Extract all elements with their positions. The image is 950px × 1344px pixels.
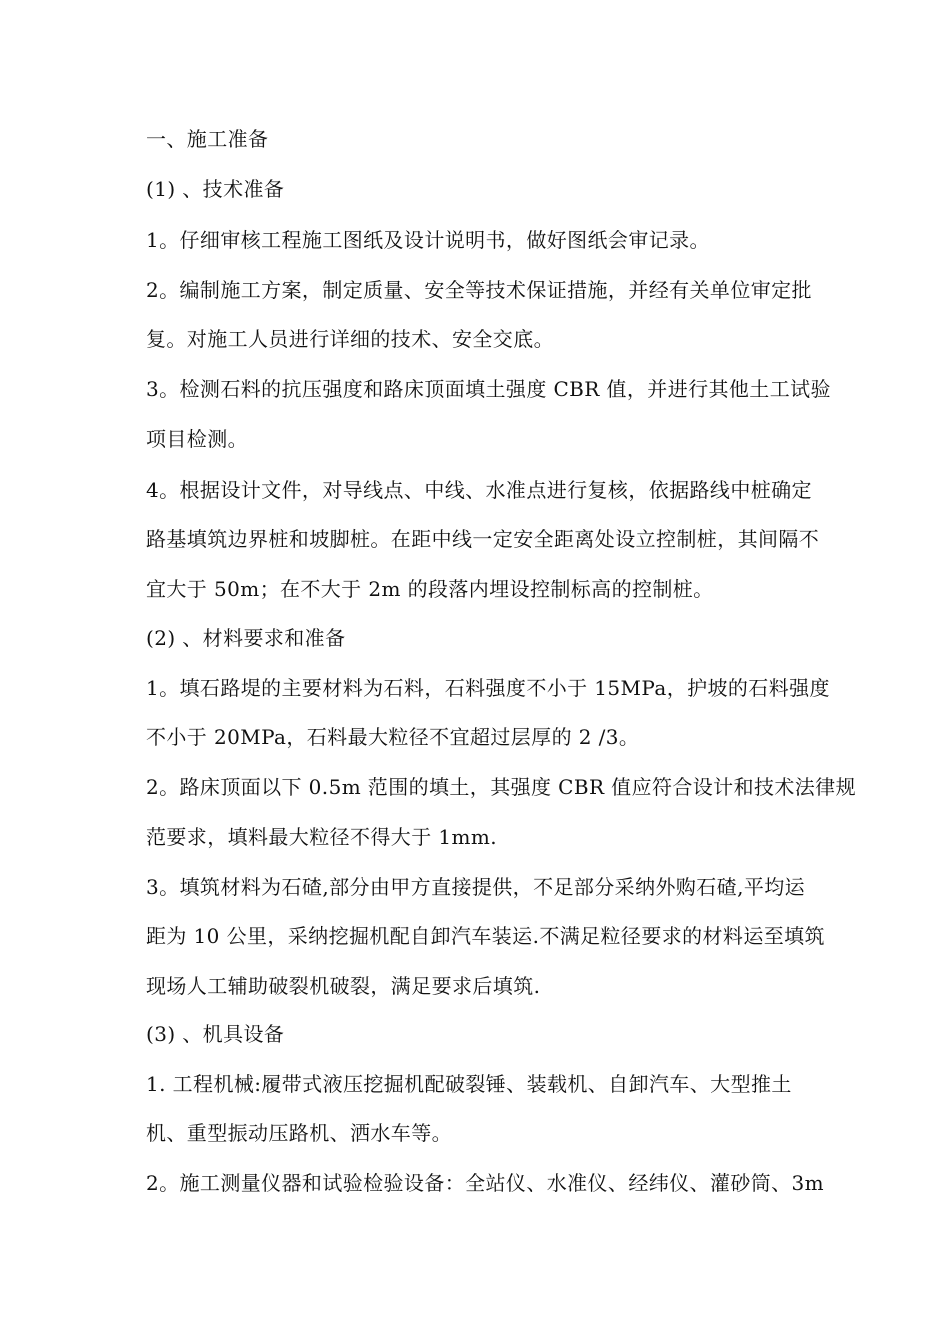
subsection-heading: (1) 、技术准备 [146,177,285,201]
subsection-heading: (3) 、机具设备 [146,1022,285,1046]
paragraph-line: 机、重型振动压路机、洒水车等。 [146,1121,452,1145]
paragraph-line: 距为 10 公里，采纳挖掘机配自卸汽车装运.不满足粒径要求的材料运至填筑 [146,924,825,948]
paragraph-line: 3。检测石料的抗压强度和路床顶面填土强度 CBR 值，并进行其他土工试验 [146,377,831,401]
paragraph-line: 不小于 20MPa，石料最大粒径不宜超过层厚的 2 /3。 [146,725,640,749]
paragraph-line: 2。编制施工方案，制定质量、安全等技术保证措施，并经有关单位审定批 [146,278,812,302]
paragraph-line: 2。施工测量仪器和试验检验设备：全站仪、水准仪、经纬仪、灌砂筒、3m [146,1171,825,1195]
paragraph-line: 1. 工程机械:履带式液压挖掘机配破裂锤、装载机、自卸汽车、大型推土 [146,1072,792,1096]
paragraph-line: 1。填石路堤的主要材料为石料，石料强度不小于 15MPa，护坡的石料强度 [146,676,830,700]
paragraph-line: 范要求，填料最大粒径不得大于 1mm. [146,825,497,849]
paragraph-line: 复。对施工人员进行详细的技术、安全交底。 [146,327,554,351]
paragraph-line: 2。路床顶面以下 0.5m 范围的填土，其强度 CBR 值应符合设计和技术法律规 [146,775,856,799]
paragraph-line: 宜大于 50m；在不大于 2m 的段落内埋设控制标高的控制桩。 [146,577,714,601]
subsection-heading: (2) 、材料要求和准备 [146,626,346,650]
paragraph-line: 现场人工辅助破裂机破裂，满足要求后填筑. [146,974,541,998]
paragraph-line: 1。仔细审核工程施工图纸及设计说明书，做好图纸会审记录。 [146,228,710,252]
paragraph-line: 项目检测。 [146,427,248,451]
section-heading: 一、施工准备 [146,127,269,151]
paragraph-line: 路基填筑边界桩和坡脚桩。在距中线一定安全距离处设立控制桩，其间隔不 [146,527,820,551]
paragraph-line: 3。填筑材料为石碴,部分由甲方直接提供，不足部分采纳外购石碴,平均运 [146,875,806,899]
paragraph-line: 4。根据设计文件，对导线点、中线、水准点进行复核，依据路线中桩确定 [146,478,812,502]
